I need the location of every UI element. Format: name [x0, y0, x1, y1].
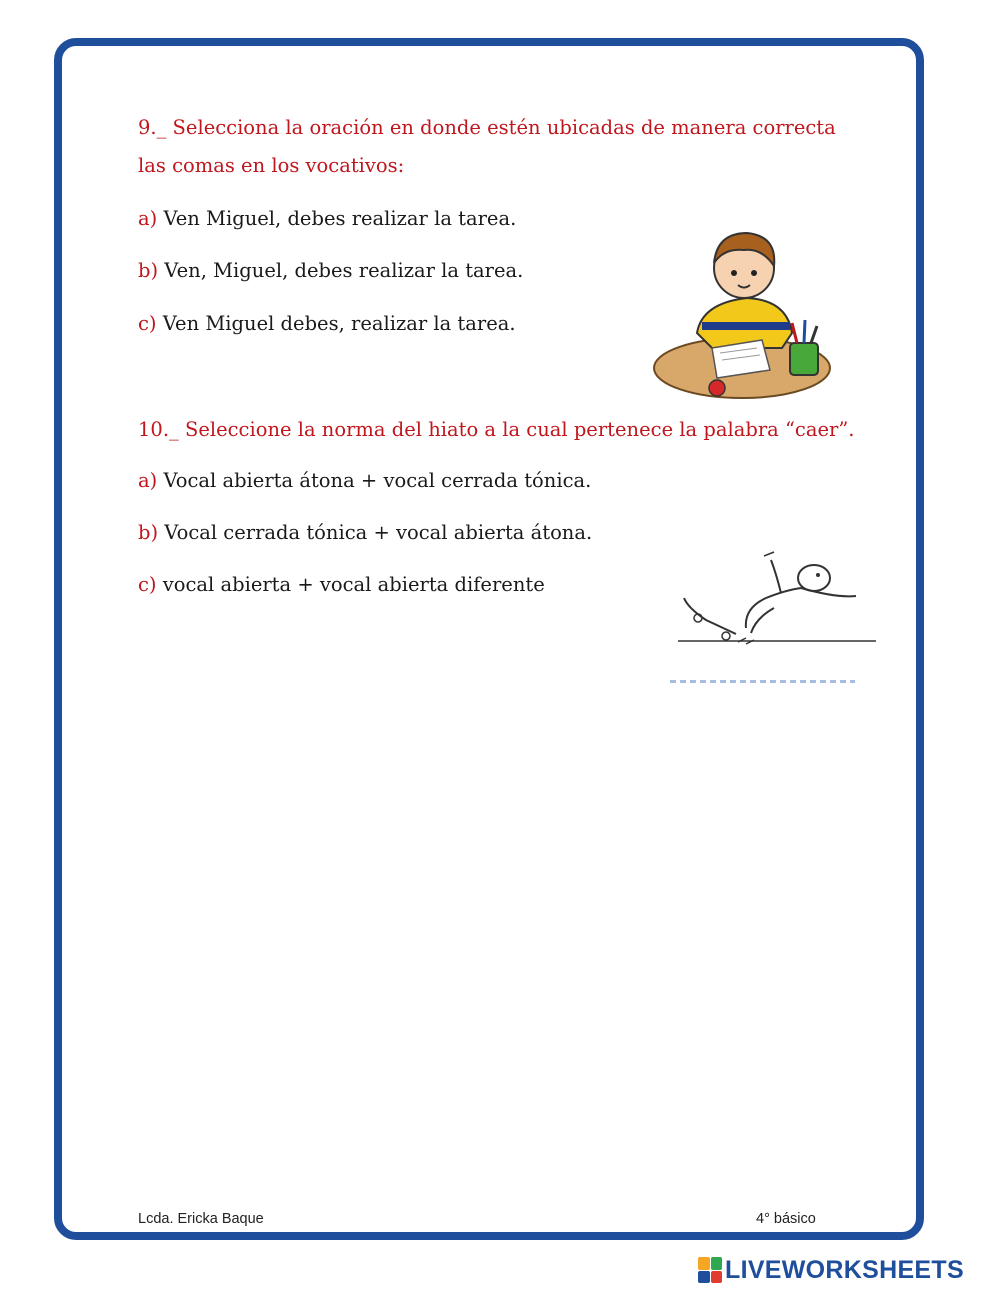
brand-name: LIVEWORKSHEETS	[725, 1255, 964, 1284]
option-text: Ven Miguel, debes realizar la tarea.	[163, 207, 517, 230]
option-text: Ven, Miguel, debes realizar la tarea.	[164, 259, 524, 282]
option-text: vocal abierta + vocal abierta diferente	[162, 573, 545, 596]
grade-label: 4° básico	[756, 1211, 816, 1227]
question-10-option-c[interactable]	[138, 573, 545, 596]
option-text: Vocal abierta átona + vocal cerrada tónica.	[163, 469, 592, 492]
liveworksheets-brand[interactable]	[698, 1255, 964, 1285]
falling-skater-illustration	[676, 548, 881, 648]
option-text: Vocal cerrada tónica + vocal abierta átona.	[164, 521, 593, 544]
question-10-option-b[interactable]	[138, 521, 592, 544]
author-name: Lcda. Ericka Baque	[138, 1211, 264, 1227]
question-9-option-c[interactable]	[138, 312, 516, 335]
question-10-option-a[interactable]	[138, 469, 591, 492]
question-9-option-a[interactable]	[138, 207, 516, 230]
image-credit-line	[670, 680, 855, 683]
option-letter: c)	[138, 573, 157, 596]
liveworksheets-logo-icon	[698, 1257, 722, 1283]
option-letter: c)	[138, 312, 157, 335]
option-text: Ven Miguel debes, realizar la tarea.	[162, 312, 516, 335]
option-letter: b)	[138, 521, 159, 544]
boy-writing-illustration	[652, 218, 832, 403]
option-letter: a)	[138, 469, 158, 492]
option-letter: a)	[138, 207, 158, 230]
question-9-title: 9._ Selecciona la oración en donde estén ubicadas de manera correcta las comas en los vocativos:	[138, 116, 836, 177]
question-10-title: 10._ Seleccione la norma del hiato a la cual pertenece la palabra “caer”.	[138, 418, 855, 441]
option-letter: b)	[138, 259, 159, 282]
question-9-option-b[interactable]	[138, 259, 523, 282]
